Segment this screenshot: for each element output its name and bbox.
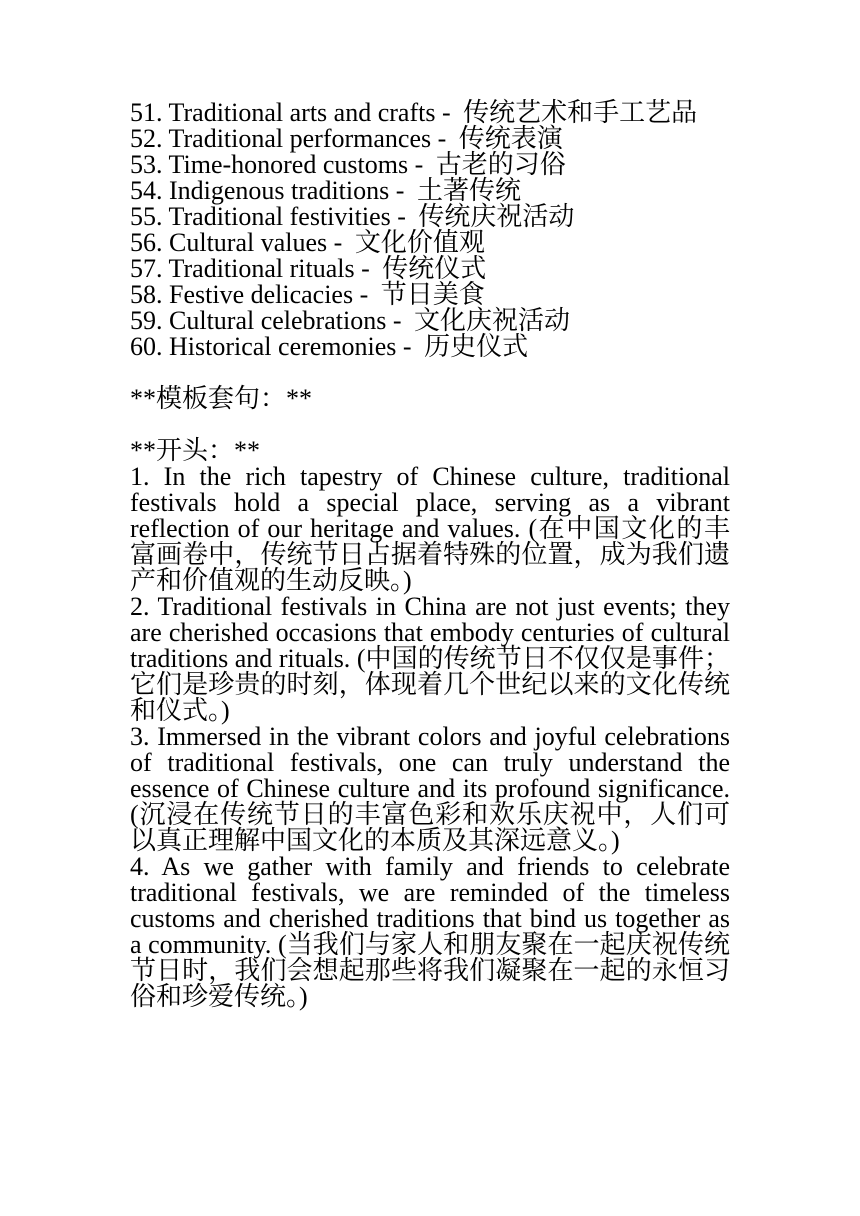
opening-sentences [130, 464, 730, 1010]
vocab-number: 58. [130, 280, 163, 309]
vocab-item [130, 126, 730, 152]
vocab-chinese: 传统艺术和手工艺品 [463, 98, 698, 127]
opening-sentence: 2. Traditional festivals in China are not just events; they are cherished occasions that embody centuries of cultural traditions and rituals. (中国的传统节日不仅仅是事件；它们是珍贵的时刻，体现着几个世纪以来的文化传统和仪式。) [130, 592, 730, 725]
vocab-separator: - [397, 202, 406, 231]
vocab-chinese: 古老的习俗 [435, 150, 566, 179]
vocab-english: Indigenous traditions [169, 176, 390, 205]
vocab-english: Time-honored customs [168, 150, 409, 179]
vocab-english: Traditional rituals [168, 254, 355, 283]
vocab-number: 51. [130, 98, 163, 127]
opening-sentence: 4. As we gather with family and friends to celebrate traditional festivals, we are reminded of the timeless customs and cherished traditions that bind us together as a community. (当我们与家人和朋友聚在一起庆祝传统节日时，我们会想起那些将我们凝聚在一起的永恒习俗和珍爱传统。) [130, 852, 730, 1011]
vocab-separator: - [437, 124, 447, 153]
vocab-separator: - [392, 306, 402, 335]
vocab-chinese: 文化价值观 [354, 228, 485, 257]
vocab-english: Traditional arts and crafts [168, 98, 436, 127]
vocab-chinese: 文化庆祝活动 [414, 306, 571, 335]
vocab-item [130, 334, 730, 360]
vocab-separator: - [359, 280, 369, 309]
template-heading: **模板套句：** [130, 384, 313, 413]
vocab-separator: - [395, 176, 405, 205]
vocabulary-list [130, 100, 730, 360]
vocab-english: Traditional festivities [168, 202, 391, 231]
vocab-number: 55. [130, 202, 163, 231]
vocab-item [130, 308, 730, 334]
vocab-english: Cultural values [169, 228, 328, 257]
vocab-number: 60. [130, 332, 163, 361]
vocab-chinese: 传统仪式 [382, 254, 487, 283]
vocab-item [130, 100, 730, 126]
vocab-separator: - [333, 228, 343, 257]
vocab-separator: - [361, 254, 370, 283]
vocab-item [130, 230, 730, 256]
vocab-chinese: 传统表演 [458, 124, 563, 153]
opening-heading: **开头：** [130, 436, 261, 465]
vocab-chinese: 土著传统 [416, 176, 521, 205]
vocab-number: 56. [130, 228, 163, 257]
vocab-number: 57. [130, 254, 163, 283]
document-page [130, 100, 730, 1010]
vocab-english: Festive delicacies [169, 280, 354, 309]
vocab-item [130, 282, 730, 308]
vocab-separator: - [414, 150, 424, 179]
vocab-number: 52. [130, 124, 163, 153]
vocab-english: Historical ceremonies [169, 332, 397, 361]
vocab-number: 53. [130, 150, 163, 179]
vocab-item [130, 178, 730, 204]
vocab-chinese: 传统庆祝活动 [418, 202, 575, 231]
vocab-item [130, 152, 730, 178]
vocab-separator: - [441, 98, 451, 127]
vocab-english: Cultural celebrations [169, 306, 387, 335]
vocab-chinese: 历史仪式 [424, 332, 529, 361]
vocab-item [130, 256, 730, 282]
vocab-separator: - [402, 332, 412, 361]
vocab-number: 59. [130, 306, 163, 335]
vocab-chinese: 节日美食 [380, 280, 485, 309]
opening-sentence: 3. Immersed in the vibrant colors and joyful celebrations of traditional festivals, one can truly understand the essence of Chinese culture and its profound significance. (沉浸在传统节日的丰富色彩和欢乐庆祝中，人们可以真正理解中国文化的本质及其深远意义。) [130, 722, 730, 855]
opening-sentence: 1. In the rich tapestry of Chinese culture, traditional festivals hold a special place, serving as a vibrant reflection of our heritage and values. (在中国文化的丰富画卷中，传统节日占据着特殊的位置，成为我们遗产和价值观的生动反映。) [130, 462, 730, 595]
vocab-number: 54. [130, 176, 163, 205]
vocab-english: Traditional performances [168, 124, 432, 153]
vocab-item [130, 204, 730, 230]
